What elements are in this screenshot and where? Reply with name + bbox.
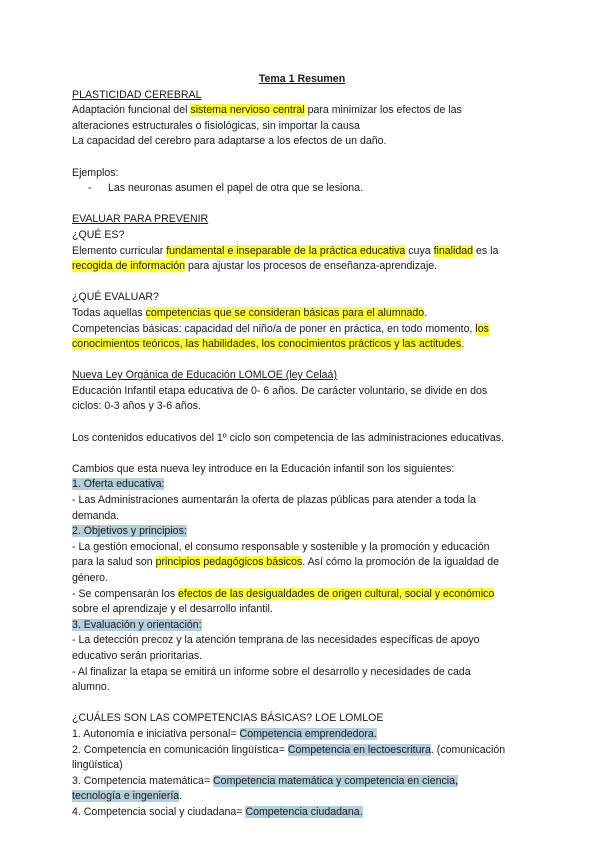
paragraph-line: La capacidad del cerebro para adaptarse a los efectos de un daño. — [72, 135, 387, 148]
section-heading-competencias: ¿CUÁLES SON LAS COMPETENCIAS BÁSICAS? LOE LOMLOE — [72, 712, 384, 725]
paragraph-line — [72, 337, 532, 353]
paragraph-line: Los contenidos educativos del 1º ciclo son competencia de las administraciones educativas. — [72, 431, 504, 444]
examples-label: Ejemplos: — [72, 166, 119, 179]
highlight-blue: Competencia ciudadana. — [245, 805, 363, 818]
text-run: Adaptación funcional del — [72, 104, 191, 117]
paragraph-line: alumno. — [72, 681, 110, 694]
competence-item — [72, 805, 532, 821]
highlight-yellow: conocimientos teóricos, las habilidades, los conocimientos prácticos y las actitudes — [72, 338, 462, 351]
dash-marker: - — [88, 182, 92, 195]
question-heading: ¿QUÉ ES? — [72, 228, 125, 241]
highlight-yellow: los — [475, 322, 489, 335]
paragraph-line: ciclos: 0-3 años y 3-6 años. — [72, 400, 201, 413]
paragraph-line: educativo serán prioritarias. — [72, 649, 203, 662]
highlight-yellow: finalidad — [433, 244, 474, 257]
paragraph-line — [72, 322, 532, 338]
competence-item — [72, 774, 532, 790]
subheading-oferta — [72, 477, 532, 493]
highlight-blue: tecnología e ingeniería — [72, 790, 180, 803]
section-heading-lomloe: Nueva Ley Orgánica de Educación LOMLOE (ley Celaá) — [72, 369, 337, 382]
competence-item — [72, 727, 532, 743]
highlight-blue: Competencia en lectoescritura — [287, 743, 431, 756]
highlight-blue: 1. Oferta educativa: — [72, 478, 165, 491]
text-run: Competencias básicas: capacidad del niño/a de poner en práctica, en todo momento, — [72, 322, 476, 335]
highlight-yellow: recogida de información — [72, 260, 186, 273]
paragraph-line: género. — [72, 572, 108, 584]
highlight-yellow: fundamental e inseparable de la práctica educativa — [166, 244, 406, 257]
paragraph-line: alteraciones estructurales o fisiológicas, sin importar la causa — [72, 119, 360, 132]
text-run: Todas aquellas — [72, 306, 146, 319]
text-run: es la — [473, 244, 499, 257]
subheading-objetivos — [72, 524, 532, 540]
text-run: para ajustar los procesos de enseñanza-aprendizaje. — [185, 260, 438, 273]
text-run: . — [424, 306, 428, 319]
paragraph-line: Cambios que esta nueva ley introduce en la Educación infantil son los siguientes: — [72, 462, 455, 475]
question-heading: ¿QUÉ EVALUAR? — [72, 291, 159, 304]
section-heading-plasticidad: PLASTICIDAD CEREBRAL — [72, 88, 202, 101]
text-run: para la salud son — [72, 556, 156, 569]
text-run: para minimizar los efectos de las — [304, 104, 462, 117]
paragraph-line: Educación Infantil etapa educativa de 0- 6 años. De carácter voluntario, se divide en dos — [72, 384, 488, 397]
paragraph-line: - La detección precoz y la atención temprana de las necesidades específicas de apoyo — [72, 634, 480, 647]
paragraph-line — [72, 259, 532, 275]
competence-item — [72, 743, 532, 759]
text-run: . (comunicación — [430, 743, 506, 756]
highlight-blue: 2. Objetivos y principios: — [72, 525, 187, 538]
paragraph-line — [72, 306, 532, 322]
text-run: . — [461, 338, 465, 351]
highlight-yellow: efectos de las desigualdades de origen cultural, social y económico — [178, 587, 495, 600]
bullet-text: Las neuronas asumen el papel de otra que se lesiona. — [108, 182, 364, 195]
paragraph-line — [72, 103, 532, 119]
text-run: . — [179, 790, 183, 803]
highlight-blue: Competencia emprendedora. — [239, 727, 377, 740]
highlight-blue: Competencia matemática y competencia en ciencia, — [213, 774, 458, 787]
paragraph-line — [72, 555, 532, 571]
paragraph-line — [72, 244, 532, 260]
paragraph-line: lingüística) — [72, 759, 123, 772]
text-run: 2. Competencia en comunicación lingüística= — [72, 743, 288, 756]
paragraph-line: - Las Administraciones aumentarán la oferta de plazas públicas para atender a toda la — [72, 494, 476, 507]
text-run: . Así cómo la promoción de la igualdad de — [302, 556, 499, 569]
text-run: cuya — [405, 244, 434, 257]
paragraph-line: - La gestión emocional, el consumo responsable y sostenible y la promoción y educación — [72, 540, 490, 553]
highlight-yellow: principios pedagógicos básicos — [155, 556, 303, 569]
subheading-evaluacion — [72, 618, 532, 634]
text-run: 3. Competencia matemática= — [72, 774, 214, 787]
paragraph-line: - Al finalizar la etapa se emitirá un informe sobre el desarrollo y necesidades de cada — [72, 665, 471, 678]
document-body — [72, 72, 532, 821]
text-run: 1. Autonomía e iniciativa personal= — [72, 727, 240, 740]
highlight-yellow: sistema nervioso central — [190, 104, 305, 117]
text-run: - Se compensarán los — [72, 587, 178, 600]
bullet-item — [72, 181, 532, 197]
document-title: Tema 1 Resumen — [258, 73, 346, 85]
highlight-yellow: competencias que se consideran básicas para el alumnado — [145, 306, 425, 319]
section-heading-evaluar: EVALUAR PARA PREVENIR — [72, 213, 209, 226]
paragraph-line — [72, 587, 532, 603]
text-run: 4. Competencia social y ciudadana= — [72, 805, 246, 818]
paragraph-line: sobre el aprendizaje y el desarrollo infantil. — [72, 603, 273, 616]
paragraph-line: demanda. — [72, 509, 120, 522]
paragraph-line — [72, 789, 532, 805]
highlight-blue: 3. Evaluación y orientación: — [72, 618, 202, 631]
text-run: Elemento curricular — [72, 244, 167, 257]
